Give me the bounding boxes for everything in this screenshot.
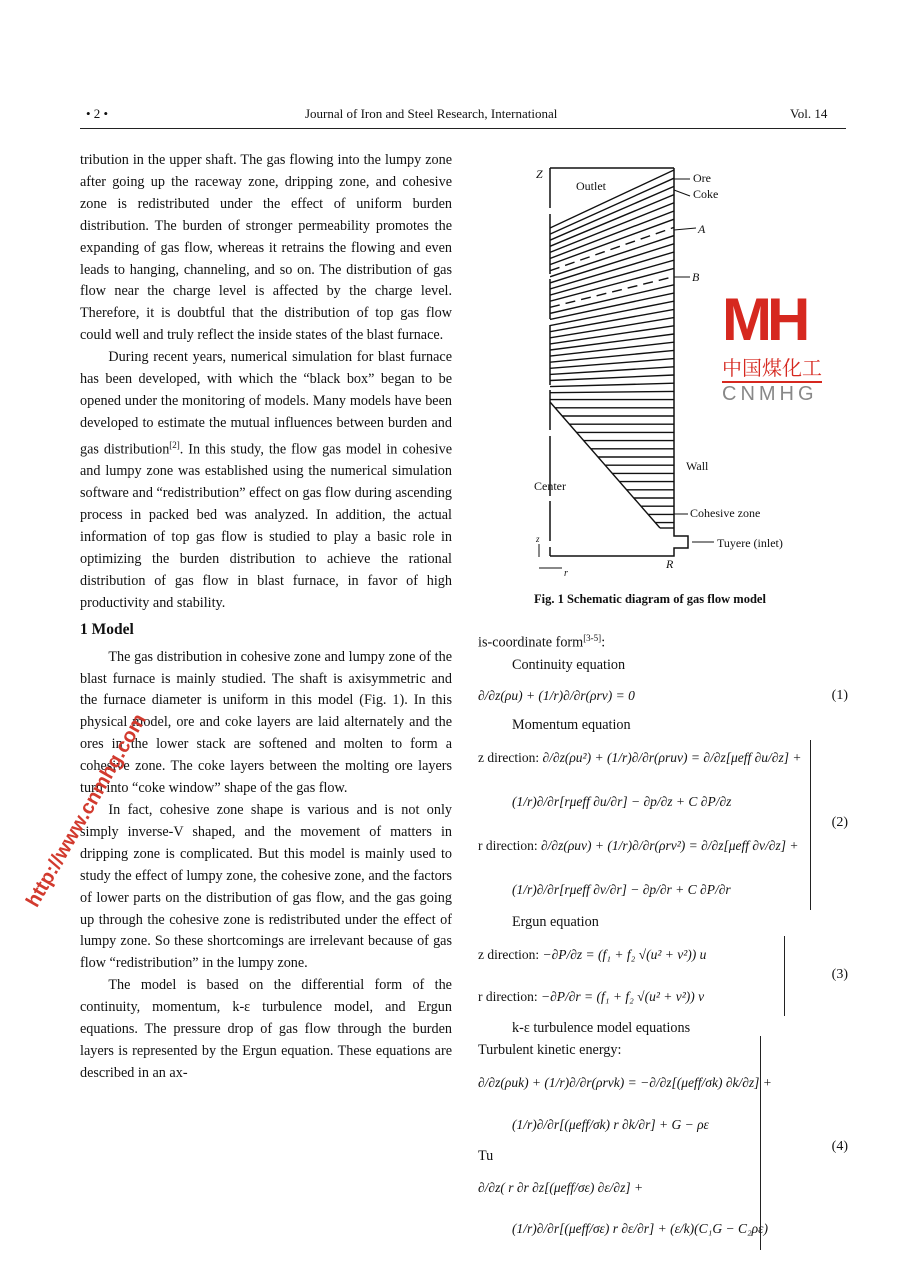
figure-caption: Fig. 1 Schematic diagram of gas flow model (534, 592, 766, 606)
eq4-line2: (1/r)∂/∂r[(μeff/σk) r ∂k/∂r] + G − ρε (512, 1117, 709, 1133)
right-column (478, 628, 848, 1250)
eq2-r-line2: (1/r)∂/∂r[rμeff ∂v/∂r] − ∂p/∂r + C ∂P/∂r (512, 882, 731, 898)
section-heading: 1 Model (80, 620, 134, 638)
burden-layer-line (550, 375, 674, 381)
eq2-z-line1: ∂/∂z(ρu²) + (1/r)∂/∂r(ρruv) = ∂/∂z[μeff ∂u/∂z] + (542, 750, 802, 766)
burden-layer-line (550, 170, 674, 228)
A-leader (674, 228, 696, 230)
journal-title: Journal of Iron and Steel Research, International (305, 106, 558, 121)
eq4-line3: ∂/∂z( r ∂r ∂z[(μeff/σε) ∂ε/∂z] + (478, 1180, 644, 1196)
coke-label: Coke (693, 187, 719, 201)
eq2-z-line2: (1/r)∂/∂r[rμeff ∂u/∂r] − ∂p/∂z + C ∂P/∂z (512, 794, 732, 810)
equation-3 (478, 934, 848, 1018)
logo-cn: 中国煤化工 (722, 352, 822, 383)
ergun-heading: Ergun equation (512, 914, 599, 931)
label: r direction: (478, 989, 538, 1005)
burden-layer-line (550, 211, 674, 259)
cohesive-zone-label: Cohesive zone (690, 506, 761, 520)
watermark-logo (722, 286, 822, 406)
label: z direction: (478, 947, 540, 963)
eq1-text: ∂/∂z(ρu) + (1/r)∂/∂r(ρrv) = 0 (478, 687, 635, 703)
burden-layer-line (550, 342, 674, 356)
paragraph: The gas distribution in cohesive zone and lumpy zone of the blast furnace is mainly studied. The shaft is axisymmetric and the furnace diameter is uniform in this model (Fig. 1). In this physical model, ore and coke layers are laid alternately and the ores in the lower stack are softened and molten to form a cohesive zone. The coke layers between the molting ore layers turn into “coke window” shape of the gas flow. (80, 648, 452, 797)
paragraph (80, 347, 452, 615)
tke-heading: Turbulent kinetic energy: (478, 1042, 622, 1059)
burden-layer-line (550, 203, 674, 253)
page-number: • 2 • (86, 106, 109, 121)
burden-layer-line (550, 334, 674, 350)
continuity-heading: Continuity equation (512, 656, 626, 673)
volume: Vol. 14 (790, 106, 828, 121)
equation-1 (478, 677, 848, 715)
header-rule (80, 128, 846, 129)
ke-heading: k-ε turbulence model equations (512, 1020, 691, 1037)
equation-4 (478, 1040, 848, 1250)
intro-line (478, 628, 848, 655)
eq1-number: (1) (831, 687, 848, 703)
burden-layer-line (550, 391, 674, 392)
burden-layer-line (550, 277, 674, 308)
tuyere-label: Tuyere (inlet) (717, 536, 783, 550)
burden-layer-line (550, 383, 674, 386)
tu-heading: Tu (478, 1148, 494, 1165)
burden-layer-line (550, 186, 674, 240)
citation: [2] (169, 439, 180, 450)
eq4-line4: (1/r)∂/∂r[(μeff/σε) r ∂ε/∂r] + (ε/k)(C₁G − C₂ρε) (512, 1221, 768, 1237)
text: is-coordinate form (478, 634, 584, 651)
eq2-number: (2) (831, 815, 848, 831)
wall-label: Wall (686, 459, 709, 473)
brace (754, 1036, 761, 1250)
axis-Z-label: Z (536, 167, 543, 181)
eq4-line1: ∂/∂z(ρuk) + (1/r)∂/∂r(ρrvk) = −∂/∂z[(μeff/σk) ∂k/∂z] + (478, 1075, 772, 1091)
paragraph: In fact, cohesive zone shape is various and is not only simply inverse-V shaped, and the movement of matters in dripping zone is complicated. But this model is mainly used to study the effect of lumpy zone, the cohesive zone, and the factors of lower parts on the distribution of gas flow, and the gas going up through the cohesive zone is redistributed under the effect of lumpy zone. So these shortcomings are irrelevant because of gas flow “redistribution” in the lumpy zone. (80, 802, 452, 972)
label: z direction: (478, 750, 540, 766)
eq3-r: −∂P/∂r = (f₁ + f₂ √(u² + v²)) v (540, 989, 705, 1005)
label: r direction: (478, 838, 538, 854)
equation-2 (478, 736, 848, 912)
text: During recent years, numerical simulation for blast furnace has been developed, with which the “black box” began to be opened under the monitoring of models. Many models have been developed to estimate the mutual influences between burden and gas distribution (80, 349, 452, 458)
line-A-label: A (698, 222, 706, 236)
r-label: r (564, 568, 568, 579)
momentum-heading: Momentum equation (512, 716, 631, 733)
text: . In this study, the flow gas model in cohesive and lumpy zone was established using the numerical simulation software and “redistribution” effect on gas flow during ascending process in packed bed was analyzed. In addition, the actual information of top gas flow is studied to play a basic role in optimizing the burden distribution to achieve the rational distribution of gas flow in blast furnace, in favor of high productivity and stability. (80, 441, 452, 611)
brace (778, 936, 785, 1016)
ore-label: Ore (693, 171, 711, 185)
logo-en: CNMHG (722, 383, 818, 405)
eq3-number: (3) (831, 967, 848, 983)
burden-layer-line (550, 195, 674, 247)
eq4-number: (4) (831, 1139, 848, 1155)
watermark-url: http://www.cnmhg.com (22, 710, 151, 911)
text: : (601, 634, 606, 651)
logo-mark: MH (722, 286, 806, 353)
z-label: z (536, 534, 540, 544)
outlet-label: Outlet (576, 179, 606, 193)
coke-leader (674, 190, 690, 196)
eq3-z: −∂P/∂z = (f₁ + f₂ √(u² + v²)) u (542, 947, 707, 963)
burden-layer-line (550, 367, 674, 375)
eq2-r-line1: ∂/∂z(ρuv) + (1/r)∂/∂r(ρrv²) = ∂/∂z[μeff ∂v/∂z] + (540, 838, 799, 854)
line-B-label: B (692, 270, 700, 284)
left-column (80, 150, 452, 1085)
center-label: Center (534, 479, 566, 493)
burden-layer-line (550, 285, 674, 314)
paragraph: tribution in the upper shaft. The gas flowing into the lumpy zone after going up the raceway zone, dripping zone, and cohesive zone is redistributed under the effect of uniform burden distribution. The burden of stronger permeability promotes the expanding of gas flow, whereas it retrains the flowing and even leads to hanging, channeling, and so on. The distribution of gas flow near the charge level is affected by the charge level. Therefore, it is doubtful that the distribution of top gas flow could well and truly reflect the inside states of the blast furnace. (80, 152, 452, 344)
brace (804, 740, 811, 910)
paragraph: The model is based on the differential form of the continuity, momentum, k-ε turbulence model, and Ergun equations. The pressure drop of gas flow through the burden layers is represented by the Ergun equation. These equations are described in an ax- (80, 977, 452, 1081)
R-label: R (666, 557, 674, 571)
citation: [3-5] (583, 633, 602, 643)
